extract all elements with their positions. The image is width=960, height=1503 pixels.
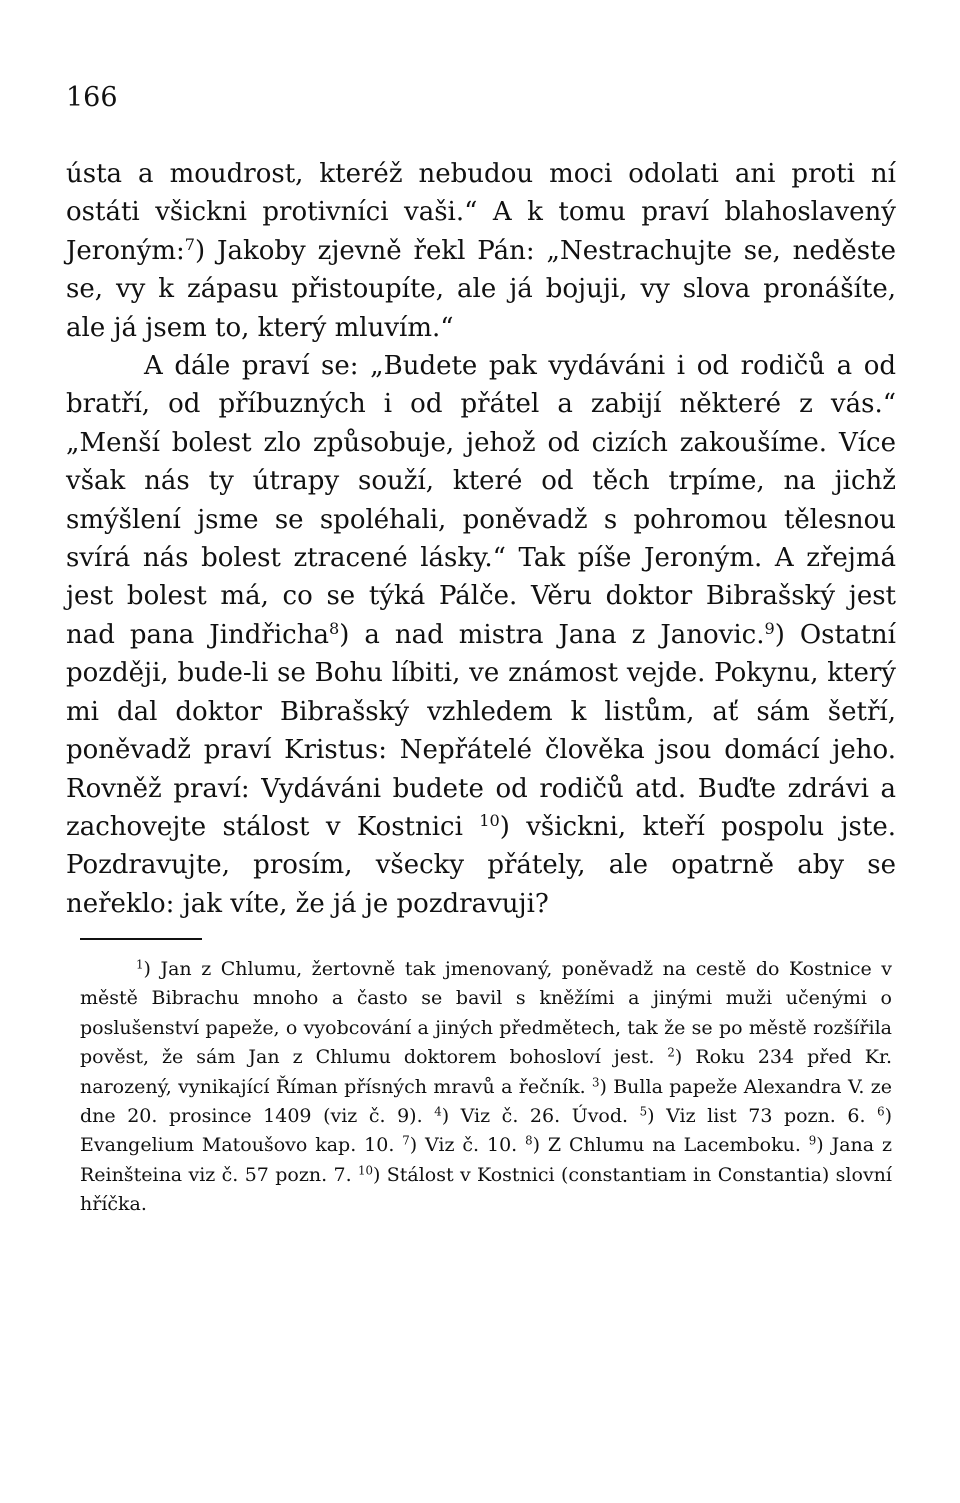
paragraph-1 — [66, 155, 896, 347]
text-run: ) Jakoby zjevně řekl Pán: „Nestrachujte se, neděste se, vy k zápasu přistoupíte, ale já bojuji, vy slova pronášíte, ale já jsem to, který mluvím.“ — [66, 235, 896, 343]
text-run: ) Bulla papeže Alexandra V. ze dne 20. prosince 1409 (viz č. 9). — [80, 1075, 893, 1128]
footnote-marker: 8 — [525, 1133, 533, 1148]
text-run: ) všickni, kteří pospolu jste. Pozdravujte, prosím, všecky přátely, ale opatrně aby se neřeklo: jak víte, že já je pozdravuji? — [66, 811, 896, 919]
footnote-marker: 4 — [434, 1104, 442, 1119]
footnote-marker: 7 — [402, 1133, 410, 1148]
text-run: ) Roku 234 před Kr. narozený, vynikající Říman přísných mravů a řečník. — [80, 1046, 892, 1098]
text-run: ) Ostatní později, bude-li se Bohu líbiti, ve známost vejde. Pokynu, který mi dal doktor Bibrašský vzhledem k listům, ať sám šetří, poněvadž praví Kristus: Nepřátelé člověka jsou domácí jeho. Rovněž praví: Vydáváni budete od rodičů atd. Buďte zdrávi a zachovejte stálost v Kostnici — [66, 619, 896, 842]
footnote-block — [80, 955, 892, 1220]
footnote-marker: 6 — [877, 1104, 885, 1119]
main-text — [66, 155, 896, 923]
footnote-marker: 10 — [357, 1163, 373, 1178]
footnote-marker: 7 — [184, 234, 195, 254]
footnote-marker: 1 — [136, 957, 144, 972]
footnote-marker: 9 — [808, 1133, 817, 1148]
footnotes — [80, 955, 892, 1220]
footnote-marker: 2 — [667, 1045, 675, 1060]
text-run: ) Viz č. 10. — [409, 1134, 526, 1157]
footnote-marker: 8 — [328, 619, 340, 639]
text-run: ) Jan z Chlumu, žertovně tak jmenovaný, poněvadž na cestě do Kostnice v městě Bibrachu mnoho a často se bavil s kněžími a jinými muži učenými o poslušenství papeže, o vyobcování a jiných předmětech, tak že se po městě rozšířila pověst, že sám Jan z Chlumu doktorem bohosloví jest. — [80, 958, 892, 1069]
text-run: ) Viz č. 26. Úvod. — [441, 1105, 640, 1128]
text-run: A dále praví se: „Budete pak vydáváni i od rodičů a od bratří, od příbuzných i od přátel a zabijí některé z vás.“ „Menší bolest zlo způsobuje, jehož od cizích zakoušíme. Více však nás ty útrapy souží, které od těch trpíme, na jichž smýšlení jsme se spoléhali, poněvadž s pohromou tělesnou svírá nás bolest ztracené lásky.“ Tak píše Jeroným. A zřejmá jest bolest má, co se týká Pálče. Věru doktor Bibrašský jest nad pana Jindřicha — [66, 351, 896, 650]
paragraph-2 — [66, 347, 896, 923]
text-run: ) Evangelium Matoušovo kap. 10. — [80, 1105, 893, 1157]
text-run: ústa a moudrost, kteréž nebudou moci odolati ani proti ní ostáti všickni protivníci vaši.“ A k tomu praví blahoslavený Jeroným: — [66, 159, 896, 266]
footnote-divider — [80, 938, 202, 940]
footnote-marker: 9 — [764, 619, 775, 639]
footnote-marker: 10 — [479, 811, 500, 831]
page-number: 166 — [66, 82, 118, 113]
text-run: ) Z Chlumu na Lacemboku. — [532, 1134, 809, 1157]
footnote-marker: 5 — [639, 1104, 648, 1119]
text-run: ) a nad mistra Jana z Janovic. — [339, 619, 765, 650]
text-run: ) Stálost v Kostnici (constantiam in Constantia) slovní hříčka. — [80, 1163, 892, 1216]
text-run: ) Viz list 73 pozn. 6. — [647, 1105, 878, 1128]
text-run: ) Jana z Reinšteina viz č. 57 pozn. 7. — [80, 1134, 893, 1186]
footnote-marker: 3 — [591, 1075, 600, 1090]
